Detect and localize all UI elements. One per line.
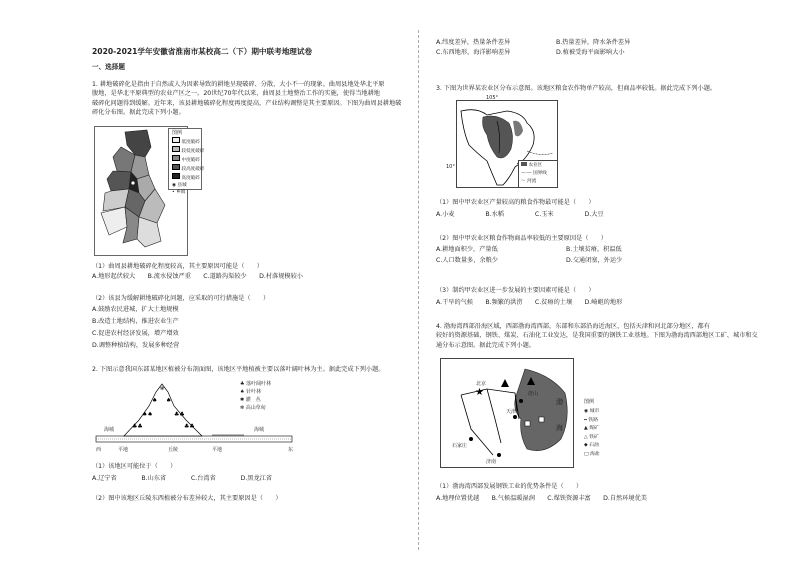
legend-item-label: 中度破碎 <box>181 158 200 163</box>
map-label-shijiazhuang: 石家庄 <box>452 443 468 449</box>
latitude-label: 10° <box>446 164 455 170</box>
profile-label: 海城 <box>104 427 115 433</box>
q1-legend <box>168 128 205 195</box>
q3-sub2: （2）图中甲农业区粮食作物商品率较低的主要原因是（ ） <box>436 235 607 242</box>
svg-text:★: ★ <box>475 387 484 398</box>
q4-intro-line: 通分布示意图。据此完成下列小题。 <box>436 341 535 349</box>
legend-title: 图例 <box>584 399 595 405</box>
map-label-tianjin: 天津 <box>506 409 517 415</box>
q3-sub3: （3）制约甲农业区进一步发展的主要因素可能是（ ） <box>436 287 595 294</box>
legend-item-label: 乡镇 <box>176 190 186 195</box>
q1-sub2-option: C.促进农村经济发展，增产增效 <box>92 330 179 337</box>
legend-item-label: 高山草甸 <box>245 405 266 411</box>
map-label-bo: 渤 <box>556 398 563 406</box>
q3-sub1: （1）图中甲农业区产量较高的粮食作物最可能是（ ） <box>436 199 595 206</box>
legend-item-label: 海盐 <box>590 451 600 457</box>
q1-sub2-option: B.改造土地结构，推进农业生产 <box>92 318 179 325</box>
map-label-jinan: 济南 <box>486 459 497 465</box>
q3-sub2-option: B.土壤贫瘠，积温低 <box>566 246 622 253</box>
q4-sub1-options: A.地理位置优越 B.气候温暖湿润 C.煤铁资源丰富 D.自然环境优美 <box>436 495 647 502</box>
q2-sub2: （2）图中该地区丘陵东西植被分布差异较大，其主要原因是（ ） <box>92 495 282 502</box>
svg-text:♣♣: ♣♣ <box>132 423 143 430</box>
legend-item-label: 较低度破碎 <box>181 149 205 154</box>
q2-option: D.植被受海平面影响大小 <box>556 49 625 56</box>
section-heading: 一、选择题 <box>92 63 125 71</box>
q3-sub1-options: A.小麦 B.水稻 C.玉米 D.大豆 <box>436 211 604 218</box>
q2-option: A.纬度差异，热量条件差异 <box>436 39 511 46</box>
profile-label: 平地 <box>212 447 223 453</box>
svg-text:♠: ♠ <box>166 397 172 404</box>
svg-text:♠: ♠ <box>152 397 158 404</box>
legend-item-label: 县城 <box>177 183 187 188</box>
q1-sub2-option: A.鼓励农民进城，扩大土地规模 <box>92 306 179 313</box>
q1-intro-line: 碎化分布图。据此完成下列小题。 <box>92 109 185 117</box>
q3-sub2-option: D.交通闭塞，外运少 <box>566 257 623 264</box>
legend-item-label: 高度破碎 <box>181 176 200 181</box>
legend-item-label: 低度破碎 <box>181 140 200 145</box>
legend-item-label: 针叶林 <box>246 389 262 395</box>
svg-text:♣♣: ♣♣ <box>174 411 185 418</box>
legend-item-label: 落叶阔叶林 <box>246 381 272 387</box>
q1-sub2: （2）该县为缓解耕地破碎化问题，应采取的可行措施是（ ） <box>92 295 270 302</box>
legend-item-label: 铁矿 <box>589 434 599 440</box>
q1-intro <box>92 80 410 118</box>
q3-legend <box>518 160 558 188</box>
svg-text:✻: ✻ <box>160 386 165 392</box>
longitude-label: 105° <box>486 95 499 101</box>
q2-option: C.东西地形，海洋影响差异 <box>436 49 511 56</box>
svg-text:♣♣: ♣♣ <box>184 423 195 430</box>
q4-intro-line: 4. 渤海湾西部沿海区域，西部渤海湾西部，东部和东部沿海近海区，包括天津和河北部分地区，都有 <box>436 323 710 330</box>
q2-sub1-options: A.辽宁省 B.山东省 C.台湾省 D.黑龙江省 <box>92 475 273 482</box>
q1-sub1-options: A.地形起伏较大 B.流水侵蚀严重 C.道路沟渠较少 D.村落规模较小 <box>92 273 303 280</box>
legend-item-label: 石油 <box>589 443 599 449</box>
legend-item: ◉ 城市 ━ 铁路 ▲ 煤矿 △ 铁矿 ◆ 石油 □ 海盐 <box>584 409 600 457</box>
q1-sub1: （1）曲周县耕地破碎化程度较高，其主要原因可能是（ ） <box>92 263 263 270</box>
q2-intro: 2. 下图示意我国东部某地区植被分布剖面图，该地区平地植被主要以落叶阔叶林为主。据此完成下列小题。 <box>92 366 385 373</box>
svg-text:♠♠: ♠♠ <box>142 411 153 418</box>
q4-intro <box>436 322 758 350</box>
column-divider <box>418 30 419 550</box>
profile-label: 海城 <box>254 427 265 433</box>
q3-sub2-option: A.耕地面积少，产量低 <box>436 246 498 253</box>
q1-sub2-option: D.调整种植结构，发展多种经营 <box>92 342 180 349</box>
q2-option: B.热量差异，降水条件差异 <box>556 39 631 46</box>
q3-intro: 3. 下图为世界某农业区分布示意图。该地区粮食农作物单产较高，但商品率较低。据此完成下列小题。 <box>436 85 717 92</box>
legend-item-label: 国界线 <box>533 171 547 176</box>
q4-intro-line: 较好的资源基础，钢铁、煤炭、石油化工业发达，是我国重要的钢铁工业基地。下图为渤海湾西部地区工矿、城市和交 <box>436 332 758 340</box>
legend-item: 低度破碎 较低度破碎 中度破碎 较高度破碎 高度破碎 ◉ 县城 • 乡镇 <box>172 137 204 196</box>
legend-item: ♣ 落叶阔叶林 ♠ 针叶林 ✱ 灌 丛 ✻ 高山草甸 <box>240 381 272 411</box>
direction-east: 东 <box>288 447 294 453</box>
profile-label: 丘陵 <box>168 447 179 453</box>
q1-intro-line: 1. 耕地破碎化是指由于自然或人为因素导致的耕地呈现破碎、分散、大小不一的现象。曲周县地处华北平原 <box>92 81 385 88</box>
legend-item-label: 城市 <box>589 409 600 414</box>
legend-item-label: 河流 <box>527 179 537 184</box>
q4-sub1: （1）渤海湾西部发展钢铁工业的优势条件是（ ） <box>436 483 583 490</box>
legend-item-label: 较高度破碎 <box>181 167 205 172</box>
q1-intro-line: 腹地，是华北平原典型的农业产区之一。20世纪70年代以来，曲周县土地整治工作的实施，使得当地耕地 <box>92 90 380 98</box>
page-title: 2020-2021学年安徽省淮南市某校高二（下）期中联考地理试卷 <box>92 47 313 56</box>
map-label-tangshan: 唐山 <box>528 391 539 397</box>
legend-title: 图例 <box>172 130 183 136</box>
profile-label: 平地 <box>118 447 129 453</box>
legend-item-label: 农业区 <box>528 163 543 168</box>
map-label-hai: 海 <box>556 424 563 432</box>
q2-sub1: （1）该地区可能位于（ ） <box>92 463 177 470</box>
q3-sub2-option: C.人口数量多，余粮少 <box>436 257 498 264</box>
q3-sub3-options: A.干旱的气候 B.频繁的洪涝 C.贫瘠的土壤 D.崎岖的地形 <box>436 299 623 306</box>
legend-item-label: 煤矿 <box>589 426 599 432</box>
legend-item-label: 铁路 <box>588 417 599 423</box>
legend-item-label: 灌 丛 <box>245 397 261 403</box>
legend-item: 农业区 —·— 国界线 ～ 河流 <box>521 163 547 184</box>
direction-west: 西 <box>96 447 102 453</box>
map-label-beijing: 北京 <box>476 381 487 387</box>
q1-intro-line: 破碎化问题得到缓解。近年来，该县耕地破碎化程度再度提高，产业结构调整是其主要原因。下图为曲周县耕地破 <box>92 99 402 107</box>
